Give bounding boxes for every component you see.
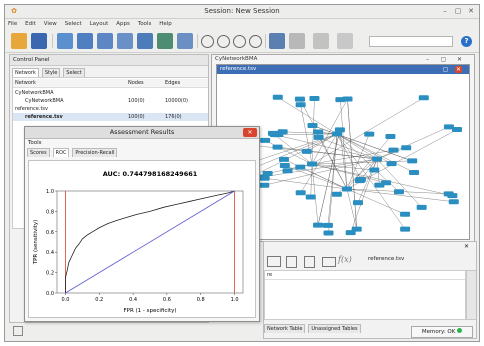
- maximize-view-button[interactable]: ▢: [440, 56, 447, 63]
- network-edge: [340, 100, 347, 189]
- toolbar-divider: [197, 34, 198, 48]
- tab-select[interactable]: Select: [63, 68, 84, 77]
- dialog-tabs: [25, 148, 259, 157]
- network-node[interactable]: [407, 158, 417, 163]
- network-nodes: 100(0): [128, 98, 145, 104]
- network-edges: 10000(0): [165, 98, 188, 104]
- network-edge: [311, 164, 312, 197]
- zoom-in-icon[interactable]: [201, 35, 214, 48]
- y-tick-label: 0.4: [46, 250, 54, 257]
- x-axis-label: FPR (1 - specificity): [123, 308, 177, 314]
- title-bar: [5, 5, 479, 19]
- x-tick-label: 1.0: [230, 297, 239, 303]
- network-node[interactable]: [259, 183, 269, 188]
- network-node[interactable]: [313, 223, 323, 228]
- roc-chart-panel: [28, 160, 256, 318]
- network-node[interactable]: [306, 195, 316, 200]
- menu-select[interactable]: Select: [64, 21, 82, 27]
- network-node[interactable]: [283, 168, 293, 173]
- toolbar-divider: [265, 34, 266, 48]
- network-collection-name: reference.tsv: [15, 106, 48, 112]
- new-table-icon[interactable]: [267, 256, 281, 267]
- network-edge: [318, 130, 340, 225]
- network-node[interactable]: [394, 189, 404, 194]
- network-node[interactable]: [444, 124, 454, 129]
- import-network-file-icon[interactable]: [57, 33, 73, 49]
- column-header-edges[interactable]: Edges: [165, 80, 181, 86]
- minimize-button[interactable]: –: [443, 7, 447, 15]
- network-node[interactable]: [335, 127, 345, 132]
- tab-scores[interactable]: Scores: [27, 148, 50, 157]
- assessment-results-dialog: [24, 126, 260, 322]
- import-network-url-icon[interactable]: [77, 33, 93, 49]
- network-node[interactable]: [332, 192, 342, 197]
- table-panel-close-icon[interactable]: ✕: [464, 243, 470, 250]
- memory-ok-icon: [457, 328, 462, 333]
- menu-tools[interactable]: Tools: [137, 21, 152, 27]
- show-all-icon[interactable]: [313, 33, 329, 49]
- table-scrollbar[interactable]: [466, 270, 477, 320]
- memory-label: Memory: OK: [421, 329, 456, 335]
- close-button[interactable]: ✕: [468, 7, 474, 15]
- tab-roc[interactable]: ROC: [53, 148, 70, 157]
- hide-selected-icon[interactable]: [289, 33, 305, 49]
- network-edge: [337, 134, 414, 173]
- import-table-file-icon[interactable]: [97, 33, 113, 49]
- network-node[interactable]: [302, 149, 312, 154]
- dialog-close-button[interactable]: ✕: [243, 128, 257, 137]
- network-node[interactable]: [374, 183, 384, 188]
- y-tick-label: 0.6: [46, 229, 54, 236]
- tab-unassigned-tables[interactable]: Unassigned Tables: [308, 324, 360, 333]
- menu-edit[interactable]: Edit: [25, 21, 36, 27]
- network-node[interactable]: [388, 148, 398, 153]
- inner-close-button[interactable]: ✕: [455, 66, 462, 73]
- first-neighbors-icon[interactable]: [269, 33, 285, 49]
- network-node[interactable]: [308, 123, 318, 128]
- network-name: reference.tsv: [25, 114, 63, 120]
- x-tick-label: 0.8: [196, 297, 205, 303]
- network-node[interactable]: [313, 129, 323, 134]
- menu-layout[interactable]: Layout: [89, 21, 109, 27]
- network-node[interactable]: [401, 145, 411, 150]
- delete-icon[interactable]: [304, 256, 315, 268]
- zoom-fit-icon[interactable]: [233, 35, 246, 48]
- network-node[interactable]: [323, 223, 333, 228]
- table-export-icon[interactable]: [157, 33, 173, 49]
- network-table-header: [13, 79, 209, 88]
- x-tick-label: 0.4: [129, 297, 138, 303]
- menu-view[interactable]: View: [43, 21, 57, 27]
- network-edges: [227, 97, 457, 233]
- data-table: [264, 270, 466, 320]
- inner-network-title: reference.tsv: [217, 65, 469, 74]
- network-edges: 176(0): [165, 114, 182, 120]
- network-node[interactable]: [296, 102, 306, 107]
- app-icon: ✿: [11, 7, 17, 15]
- zoom-selected-icon[interactable]: [249, 35, 262, 48]
- dialog-title: [25, 127, 259, 139]
- network-node[interactable]: [295, 165, 305, 170]
- chart-title: AUC: 0.744798168249661: [102, 170, 198, 178]
- outer-network-title: CyNetworkBMA: [215, 56, 258, 62]
- y-tick-label: 0.0: [46, 291, 54, 297]
- network-node[interactable]: [295, 97, 305, 102]
- panel-toggle-icon[interactable]: [13, 326, 23, 336]
- network-node[interactable]: [372, 157, 382, 162]
- column-header-nodes[interactable]: Nodes: [128, 80, 144, 86]
- x-tick-label: 0.2: [95, 297, 104, 303]
- minimize-view-button[interactable]: –: [426, 56, 429, 63]
- network-edge: [312, 164, 374, 170]
- network-node[interactable]: [419, 95, 429, 100]
- network-node[interactable]: [324, 231, 334, 236]
- network-collection-name: CyNetworkBMA: [15, 90, 54, 96]
- network-node[interactable]: [309, 96, 319, 101]
- search-input[interactable]: [369, 36, 453, 47]
- show-hide-icon[interactable]: [337, 33, 353, 49]
- network-node[interactable]: [280, 163, 290, 168]
- network-row[interactable]: [13, 113, 209, 121]
- function-builder-icon[interactable]: f(x): [338, 255, 352, 264]
- table-tabs: [264, 324, 362, 334]
- network-node[interactable]: [447, 193, 457, 198]
- network-node[interactable]: [417, 205, 427, 210]
- network-edge: [285, 165, 347, 189]
- toolbar: [5, 30, 479, 53]
- network-node[interactable]: [296, 190, 306, 195]
- y-tick-label: 1.0: [46, 189, 54, 195]
- network-node[interactable]: [353, 200, 363, 205]
- table-divider: [265, 279, 465, 280]
- network-collection-row[interactable]: [13, 105, 209, 113]
- network-node[interactable]: [364, 132, 374, 137]
- network-row[interactable]: [13, 97, 209, 105]
- network-node[interactable]: [273, 95, 283, 100]
- help-icon[interactable]: ?: [461, 36, 472, 47]
- maximize-button[interactable]: ▢: [454, 7, 462, 15]
- network-collection-row[interactable]: [13, 89, 209, 97]
- dialog-title-text: Assessment Results: [109, 128, 175, 136]
- window-title: Session: New Session: [204, 7, 280, 15]
- close-view-button[interactable]: ✕: [456, 56, 463, 63]
- network-node[interactable]: [400, 227, 410, 232]
- network-node[interactable]: [314, 135, 324, 140]
- network-node[interactable]: [260, 138, 270, 143]
- table-column-header[interactable]: re: [267, 272, 273, 278]
- memory-status[interactable]: [411, 326, 473, 338]
- export-table-icon[interactable]: [286, 256, 297, 268]
- network-node[interactable]: [268, 131, 278, 136]
- tab-style[interactable]: Style: [42, 68, 61, 77]
- network-node[interactable]: [335, 97, 345, 102]
- control-panel-tabs: [10, 68, 208, 77]
- network-edge: [265, 178, 347, 189]
- y-tick-label: 0.8: [46, 209, 54, 216]
- menu-apps[interactable]: Apps: [116, 21, 130, 27]
- menu-file[interactable]: File: [8, 21, 18, 27]
- image-export-icon[interactable]: [177, 33, 193, 49]
- network-export-icon[interactable]: [137, 33, 153, 49]
- inner-maximize-button[interactable]: ▢: [442, 66, 449, 73]
- network-node[interactable]: [356, 177, 366, 182]
- roc-chart: [29, 161, 255, 317]
- network-name: CyNetworkBMA: [25, 98, 64, 104]
- network-node[interactable]: [369, 168, 379, 173]
- network-node[interactable]: [263, 171, 273, 176]
- network-node[interactable]: [387, 161, 397, 166]
- y-tick-label: 0.2: [46, 270, 54, 277]
- menu-help[interactable]: Help: [159, 21, 172, 27]
- network-node[interactable]: [400, 212, 410, 217]
- network-nodes: 100(0): [128, 114, 145, 120]
- x-tick-label: 0.0: [61, 297, 70, 303]
- y-axis-label: TPR (sensitivity): [33, 219, 39, 265]
- network-node[interactable]: [307, 162, 317, 167]
- table-network-label: reference.tsv: [368, 256, 405, 262]
- network-node[interactable]: [385, 134, 395, 139]
- tab-network-table[interactable]: Network Table: [264, 324, 305, 333]
- x-tick-label: 0.6: [162, 297, 171, 303]
- open-session-icon[interactable]: [11, 33, 27, 49]
- menu-bar: [5, 19, 479, 29]
- import-table-url-icon[interactable]: [117, 33, 133, 49]
- network-node[interactable]: [409, 170, 419, 175]
- tab-precision-recall[interactable]: Precision-Recall: [72, 148, 117, 157]
- network-node[interactable]: [279, 157, 289, 162]
- network-edge: [377, 127, 449, 159]
- network-node[interactable]: [352, 227, 362, 232]
- link-icon[interactable]: [322, 257, 336, 267]
- column-header-network[interactable]: Network: [15, 80, 36, 86]
- network-node[interactable]: [260, 176, 270, 181]
- save-session-icon[interactable]: [31, 33, 47, 49]
- toolbar-divider: [52, 34, 53, 48]
- network-node[interactable]: [342, 187, 352, 192]
- network-node[interactable]: [273, 145, 283, 150]
- zoom-out-icon[interactable]: [217, 35, 230, 48]
- tab-network[interactable]: Network: [12, 68, 39, 77]
- network-node[interactable]: [449, 199, 459, 204]
- table-panel: [263, 241, 477, 339]
- dialog-menu-tools[interactable]: Tools: [28, 140, 42, 146]
- control-panel-title: Control Panel: [10, 55, 208, 66]
